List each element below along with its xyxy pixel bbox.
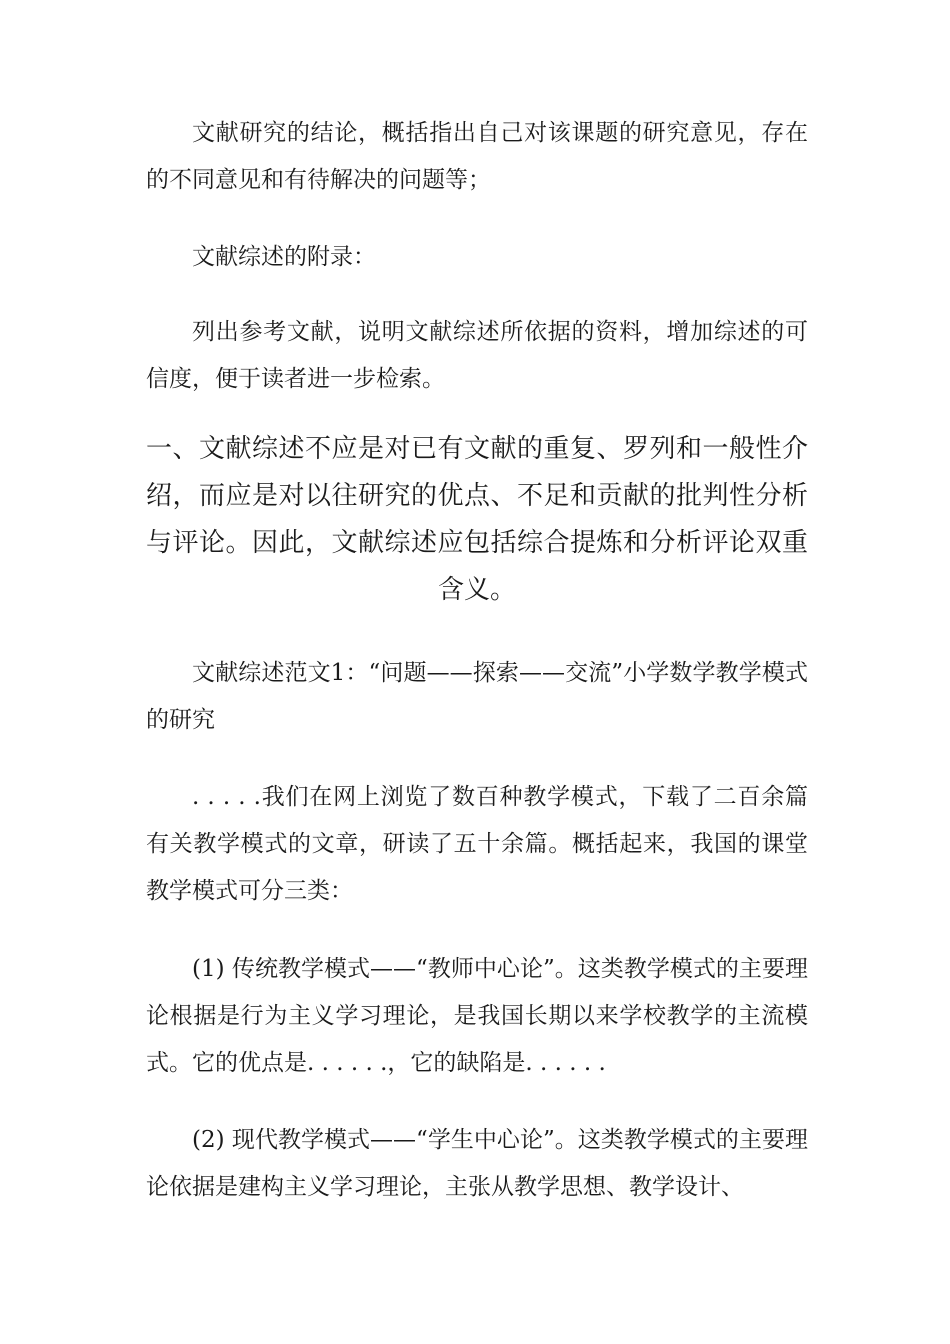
paragraph-research-summary: . . . . .我们在网上浏览了数百种教学模式，下载了二百余篇有关教学模式的文章，研读了五十余篇。概括起来，我国的课堂教学模式可分三类： xyxy=(146,784,808,904)
paragraph-modern-model: (2) 现代教学模式——“学生中心论”。这类教学模式的主要理论依据是建构主义学习理论，主张从教学思想、教学设计、 xyxy=(146,1127,808,1200)
section-heading: 一、文献综述不应是对已有文献的重复、罗列和一般性介绍，而应是对以往研究的优点、不足和贡献的批判性分析与评论。因此，文献综述应包括综合提炼和分析评论双重含义。 xyxy=(146,434,808,605)
paragraph-traditional-model: (1) 传统教学模式——“教师中心论”。这类教学模式的主要理论根据是行为主义学习理论，是我国长期以来学校教学的主流模式。它的优点是. . . . . .，它的缺陷是. . . . . . xyxy=(146,956,808,1076)
paragraph-example-title: 文献综述范文1：“问题——探索——交流”小学数学教学模式的研究 xyxy=(146,660,808,733)
paragraph-references: 列出参考文献，说明文献综述所依据的资料，增加综述的可信度，便于读者进一步检索。 xyxy=(146,319,808,392)
paragraph-conclusion: 文献研究的结论，概括指出自己对该课题的研究意见，存在的不同意见和有待解决的问题等； xyxy=(146,120,808,193)
paragraph-appendix-title: 文献综述的附录： xyxy=(192,244,376,270)
